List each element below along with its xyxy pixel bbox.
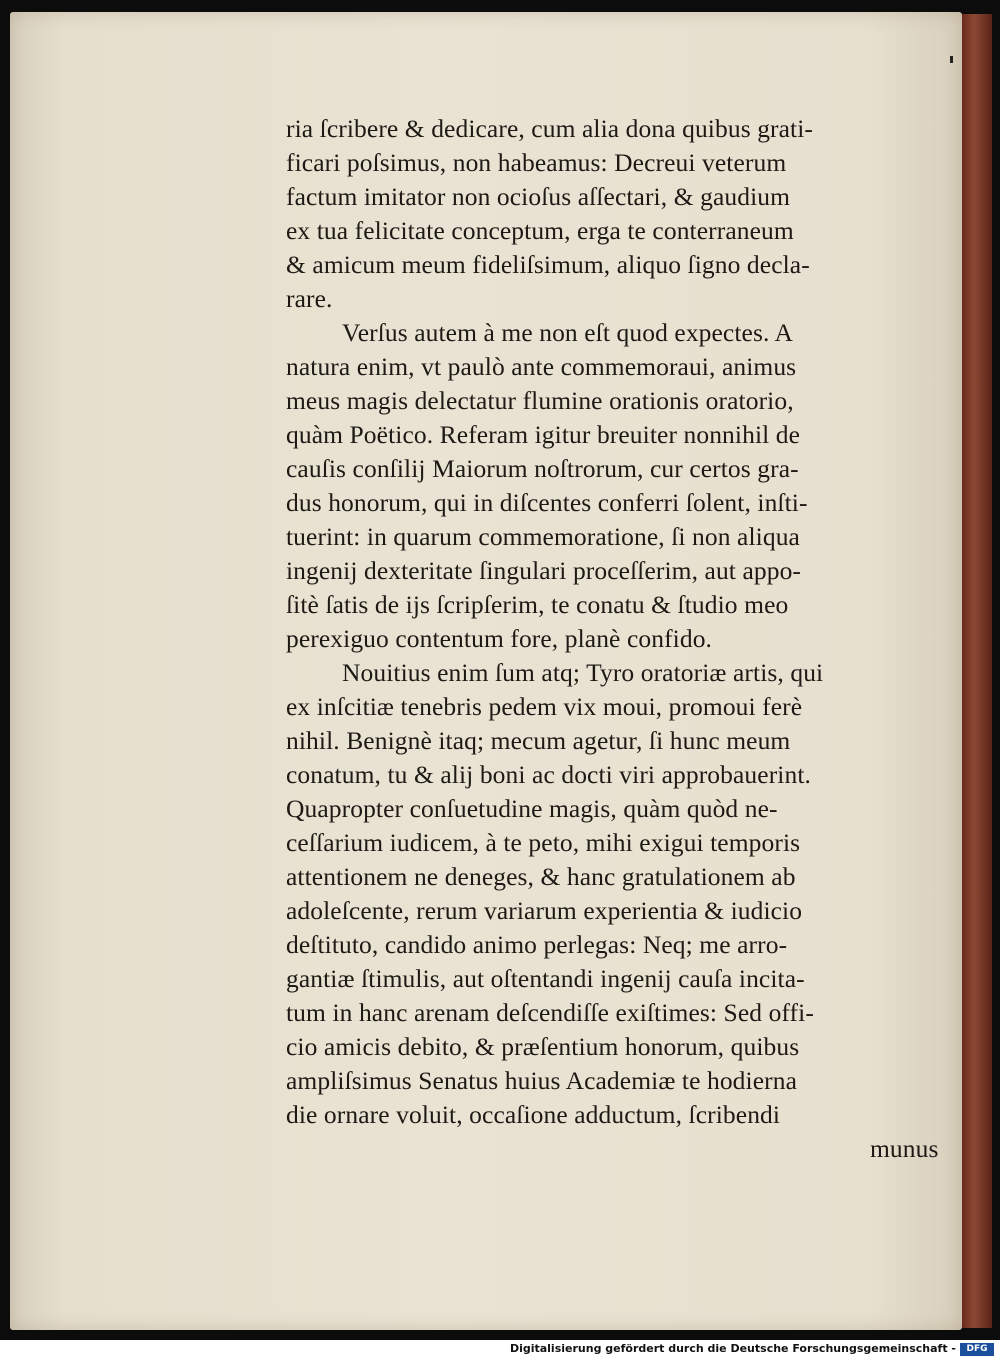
text-line: ampliſsimus Senatus huius Academiæ te hodierna: [286, 1066, 797, 1095]
book-page-edge: [962, 14, 992, 1328]
text-line: ingenij dexteritate ſingulari proceſſerim, aut appo-: [286, 556, 802, 585]
text-line: nihil. Benignè itaq; mecum agetur, ſi hunc meum: [286, 726, 791, 755]
text-line: meus magis delectatur flumine orationis oratorio,: [286, 386, 794, 415]
catchword: munus: [870, 1134, 939, 1163]
text-line: quàm Poëtico. Referam igitur breuiter nonnihil de: [286, 420, 801, 449]
text-line: ceſſarium iudicem, à te peto, mihi exigui temporis: [286, 828, 801, 857]
text-line: natura enim, vt paulò ante commemoraui, animus: [286, 352, 797, 381]
text-line: Verſus autem à me non eſt quod expectes. A: [342, 318, 794, 347]
text-line: cauſis conſilij Maiorum noſtrorum, cur certos gra-: [286, 454, 799, 483]
dfg-logo-icon: DFG: [960, 1343, 994, 1356]
text-line: deſtituto, candido animo perlegas: Neq; me arro-: [286, 930, 788, 959]
page-edge-mark: [950, 56, 953, 63]
text-line: ficari poſsimus, non habeamus: Decreui veterum: [286, 148, 787, 177]
text-line: ria ſcribere & dedicare, cum alia dona quibus grati-: [286, 114, 814, 143]
text-line: gantiæ ſtimulis, aut oſtentandi ingenij cauſa incita-: [286, 964, 805, 993]
text-line: cio amicis debito, & præſentium honorum, quibus: [286, 1032, 800, 1061]
text-line: adoleſcente, rerum variarum experientia & iudicio: [286, 896, 803, 925]
text-line: ſitè ſatis de ijs ſcripſerim, te conatu & ſtudio meo: [286, 590, 789, 619]
text-line: Quapropter conſuetudine magis, quàm quòd ne-: [286, 794, 778, 823]
text-line: attentionem ne deneges, & hanc gratulationem ab: [286, 862, 796, 891]
text-line: rare.: [286, 284, 333, 313]
text-line: ex tua felicitate conceptum, erga te conterraneum: [286, 216, 794, 245]
text-line: dus honorum, qui in diſcentes conferri ſolent, inſti-: [286, 488, 808, 517]
text-line: factum imitator non ocioſus aſſectari, & gaudium: [286, 182, 791, 211]
text-line: perexiguo contentum fore, planè confido.: [286, 624, 713, 653]
funding-credit: Digitalisierung gefördert durch die Deutsche Forschungsgemeinschaft -: [509, 1342, 956, 1355]
text-line: conatum, tu & alij boni ac docti viri approbauerint.: [286, 760, 811, 789]
text-line: Nouitius enim ſum atq; Tyro oratoriæ artis, qui: [342, 658, 824, 687]
text-line: die ornare voluit, occaſione adductum, ſcribendi: [286, 1100, 781, 1129]
footer-bar: [0, 1340, 1000, 1360]
text-line: ex inſcitiæ tenebris pedem vix moui, promoui ferè: [286, 692, 803, 721]
text-line: & amicum meum fideliſsimum, aliquo ſigno decla-: [286, 250, 810, 279]
text-line: tuerint: in quarum commemoratione, ſi non aliqua: [286, 522, 800, 551]
text-line: tum in hanc arenam deſcendiſſe exiſtimes: Sed offi-: [286, 998, 814, 1027]
